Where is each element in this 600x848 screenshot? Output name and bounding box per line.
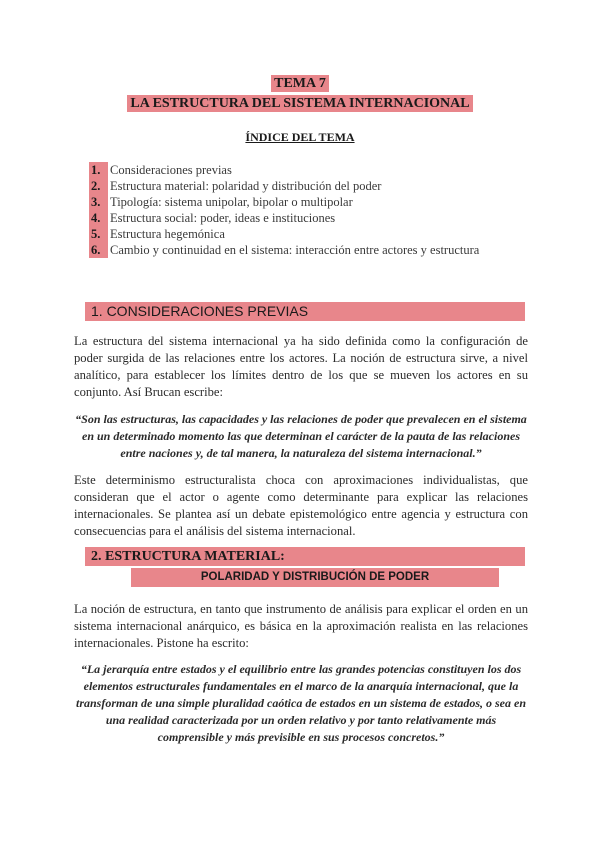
section-subheading-2: POLARIDAD Y DISTRIBUCIÓN DE PODER (131, 568, 499, 587)
title-block (0, 74, 600, 112)
tema-label: TEMA 7 (271, 75, 329, 92)
section1-paragraph-1: La estructura del sistema internacional ya ha sido definida como la configuración de poder surgida de las relaciones entre los actores. La noción de estructura sirve, a nivel analítico, para establecer los límites dentro de los que se mueven los actores en su conjunto. Así Brucan escribe: (74, 334, 528, 399)
section-heading-2: 2. ESTRUCTURA MATERIAL: (85, 547, 525, 566)
toc-number: 2. (89, 178, 108, 194)
toc-label: Consideraciones previas (110, 163, 232, 177)
section-heading-1: 1. CONSIDERACIONES PREVIAS (85, 302, 525, 321)
pistone-quote: “La jerarquía entre estados y el equilibrio entre las grandes potencias constituyen los dos elementos estructurales fundamentales en el marco de la anarquía internacional, que la transforman de una simple pluralidad caótica de estados en un sistema de estados, o sea en una realidad caracterizada por un orden relativo y por tanto relativamente más comprensible y más previsible en sus procesos concretos.” (75, 662, 527, 744)
table-of-contents (89, 162, 549, 258)
toc-label: Tipología: sistema unipolar, bipolar o multipolar (110, 195, 353, 209)
toc-label: Estructura hegemónica (110, 227, 225, 241)
toc-number: 4. (89, 210, 108, 226)
toc-label: Cambio y continuidad en el sistema: interacción entre actores y estructura (110, 243, 480, 257)
toc-item (89, 162, 549, 178)
toc-number: 1. (89, 162, 108, 178)
toc-number: 5. (89, 226, 108, 242)
toc-item (89, 210, 549, 226)
document-title: LA ESTRUCTURA DEL SISTEMA INTERNACIONAL (127, 95, 472, 112)
index-heading: ÍNDICE DEL TEMA (245, 130, 355, 144)
section2-paragraph-1: La noción de estructura, en tanto que instrumento de análisis para explicar el orden en un sistema internacional anárquico, es básica en la aproximación realista en las relaciones internacionales. Pistone ha escrito: (74, 602, 528, 650)
toc-item (89, 194, 549, 210)
section1-paragraph-2: Este determinismo estructuralista choca con aproximaciones individualistas, que consideran que el actor o agente como determinante para explicar las relaciones internacionales. Se plantea así un debate epistemológico entre agencia y estructura con consecuencias para el análisis del sistema internacional. (74, 473, 528, 538)
toc-number: 6. (89, 242, 108, 258)
brucan-quote: “Son las estructuras, las capacidades y las relaciones de poder que prevalecen en el sistema en un determinado momento las que determinan el carácter de la pauta de las relaciones entre naciones y, de tal manera, la naturaleza del sistema internacional.” (75, 412, 527, 460)
toc-item (89, 226, 549, 242)
toc-number: 3. (89, 194, 108, 210)
toc-label: Estructura material: polaridad y distribución del poder (110, 179, 382, 193)
toc-item (89, 242, 549, 258)
toc-label: Estructura social: poder, ideas e instituciones (110, 211, 336, 225)
toc-item (89, 178, 549, 194)
